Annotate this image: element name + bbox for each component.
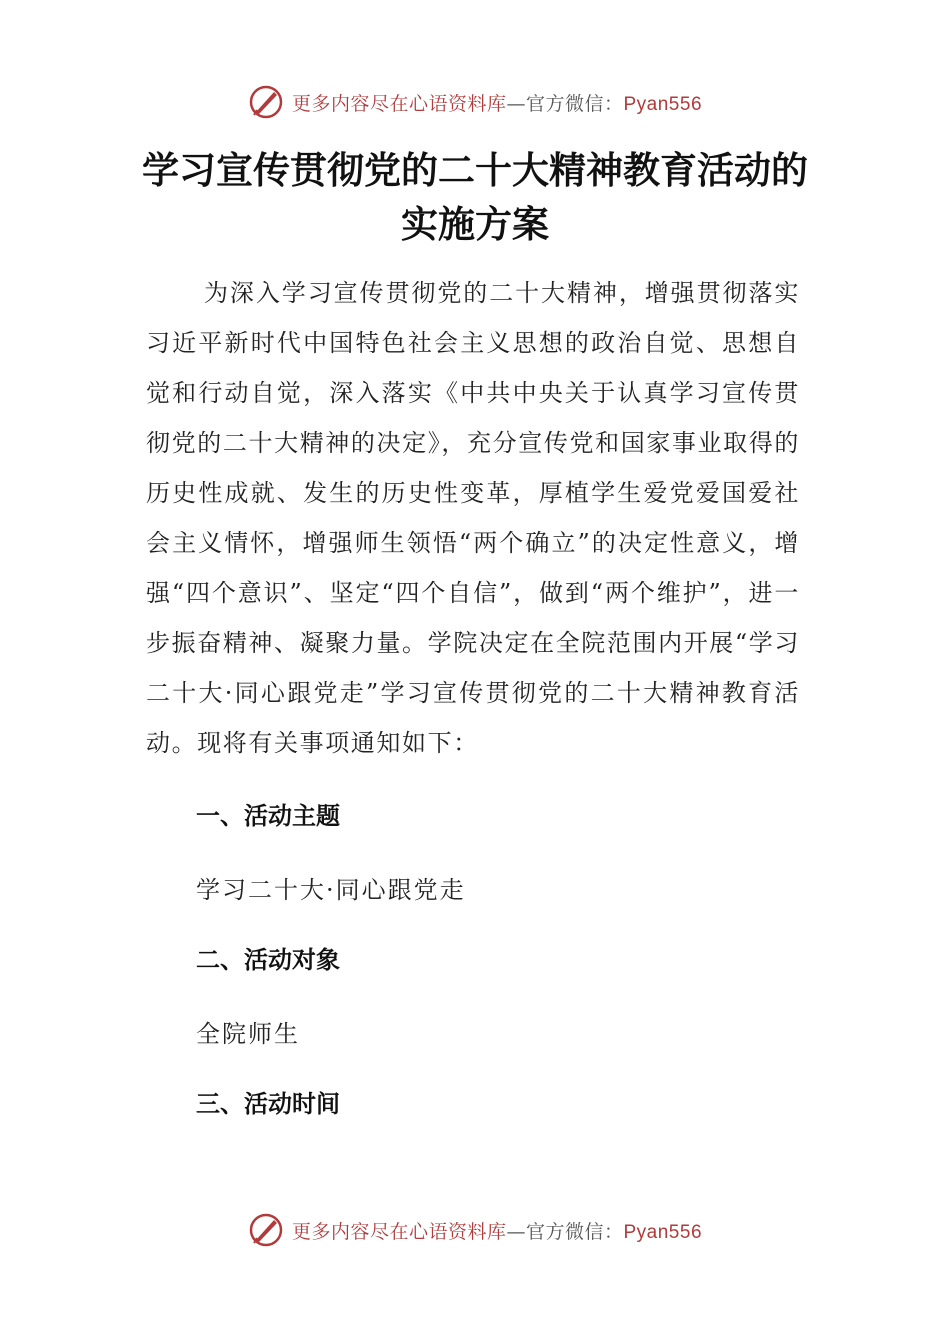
section-heading-theme: 一、活动主题 [196,802,340,830]
section-heading-time: 三、活动时间 [196,1090,340,1118]
banner-text: 更多内容尽在心语资料库—官方微信：Pyan556 [291,92,703,115]
section-heading-audience: 二、活动对象 [196,946,340,974]
intro-paragraph: 为深入学习宣传贯彻党的二十大精神，增强贯彻落实习近平新时代中国特色社会主义思想的政治自觉、思想自觉和行动自觉，深入落实《中共中央关于认真学习宣传贯彻党的二十大精神的决定》，充分宣传党和国家事业取得的历史性成就、发生的历史性变革，厚植学生爱党爱国爱社会主义情怀，增强师生领悟“两个确立”的决定性意义，增强“四个意识”、坚定“四个自信”，做到“两个维护”，进一步振奋精神、凝聚力量。学院决定在全院范围内开展“学习二十大·同心跟党走”学习宣传贯彻党的二十大精神教育活动。现将有关事项通知如下： [146,279,800,757]
footer-watermark-banner [0,1208,950,1252]
document-title: 学习宣传贯彻党的二十大精神教育活动的 实施方案 [142,149,808,246]
banner-text: 更多内容尽在心语资料库—官方微信：Pyan556 [291,1220,703,1243]
section-text-theme: 学习二十大·同心跟党走 [196,876,466,904]
quill-logo-icon [248,84,284,120]
header-watermark-banner [0,80,950,124]
section-text-audience: 全院师生 [196,1020,300,1048]
quill-logo-icon [248,1212,284,1248]
